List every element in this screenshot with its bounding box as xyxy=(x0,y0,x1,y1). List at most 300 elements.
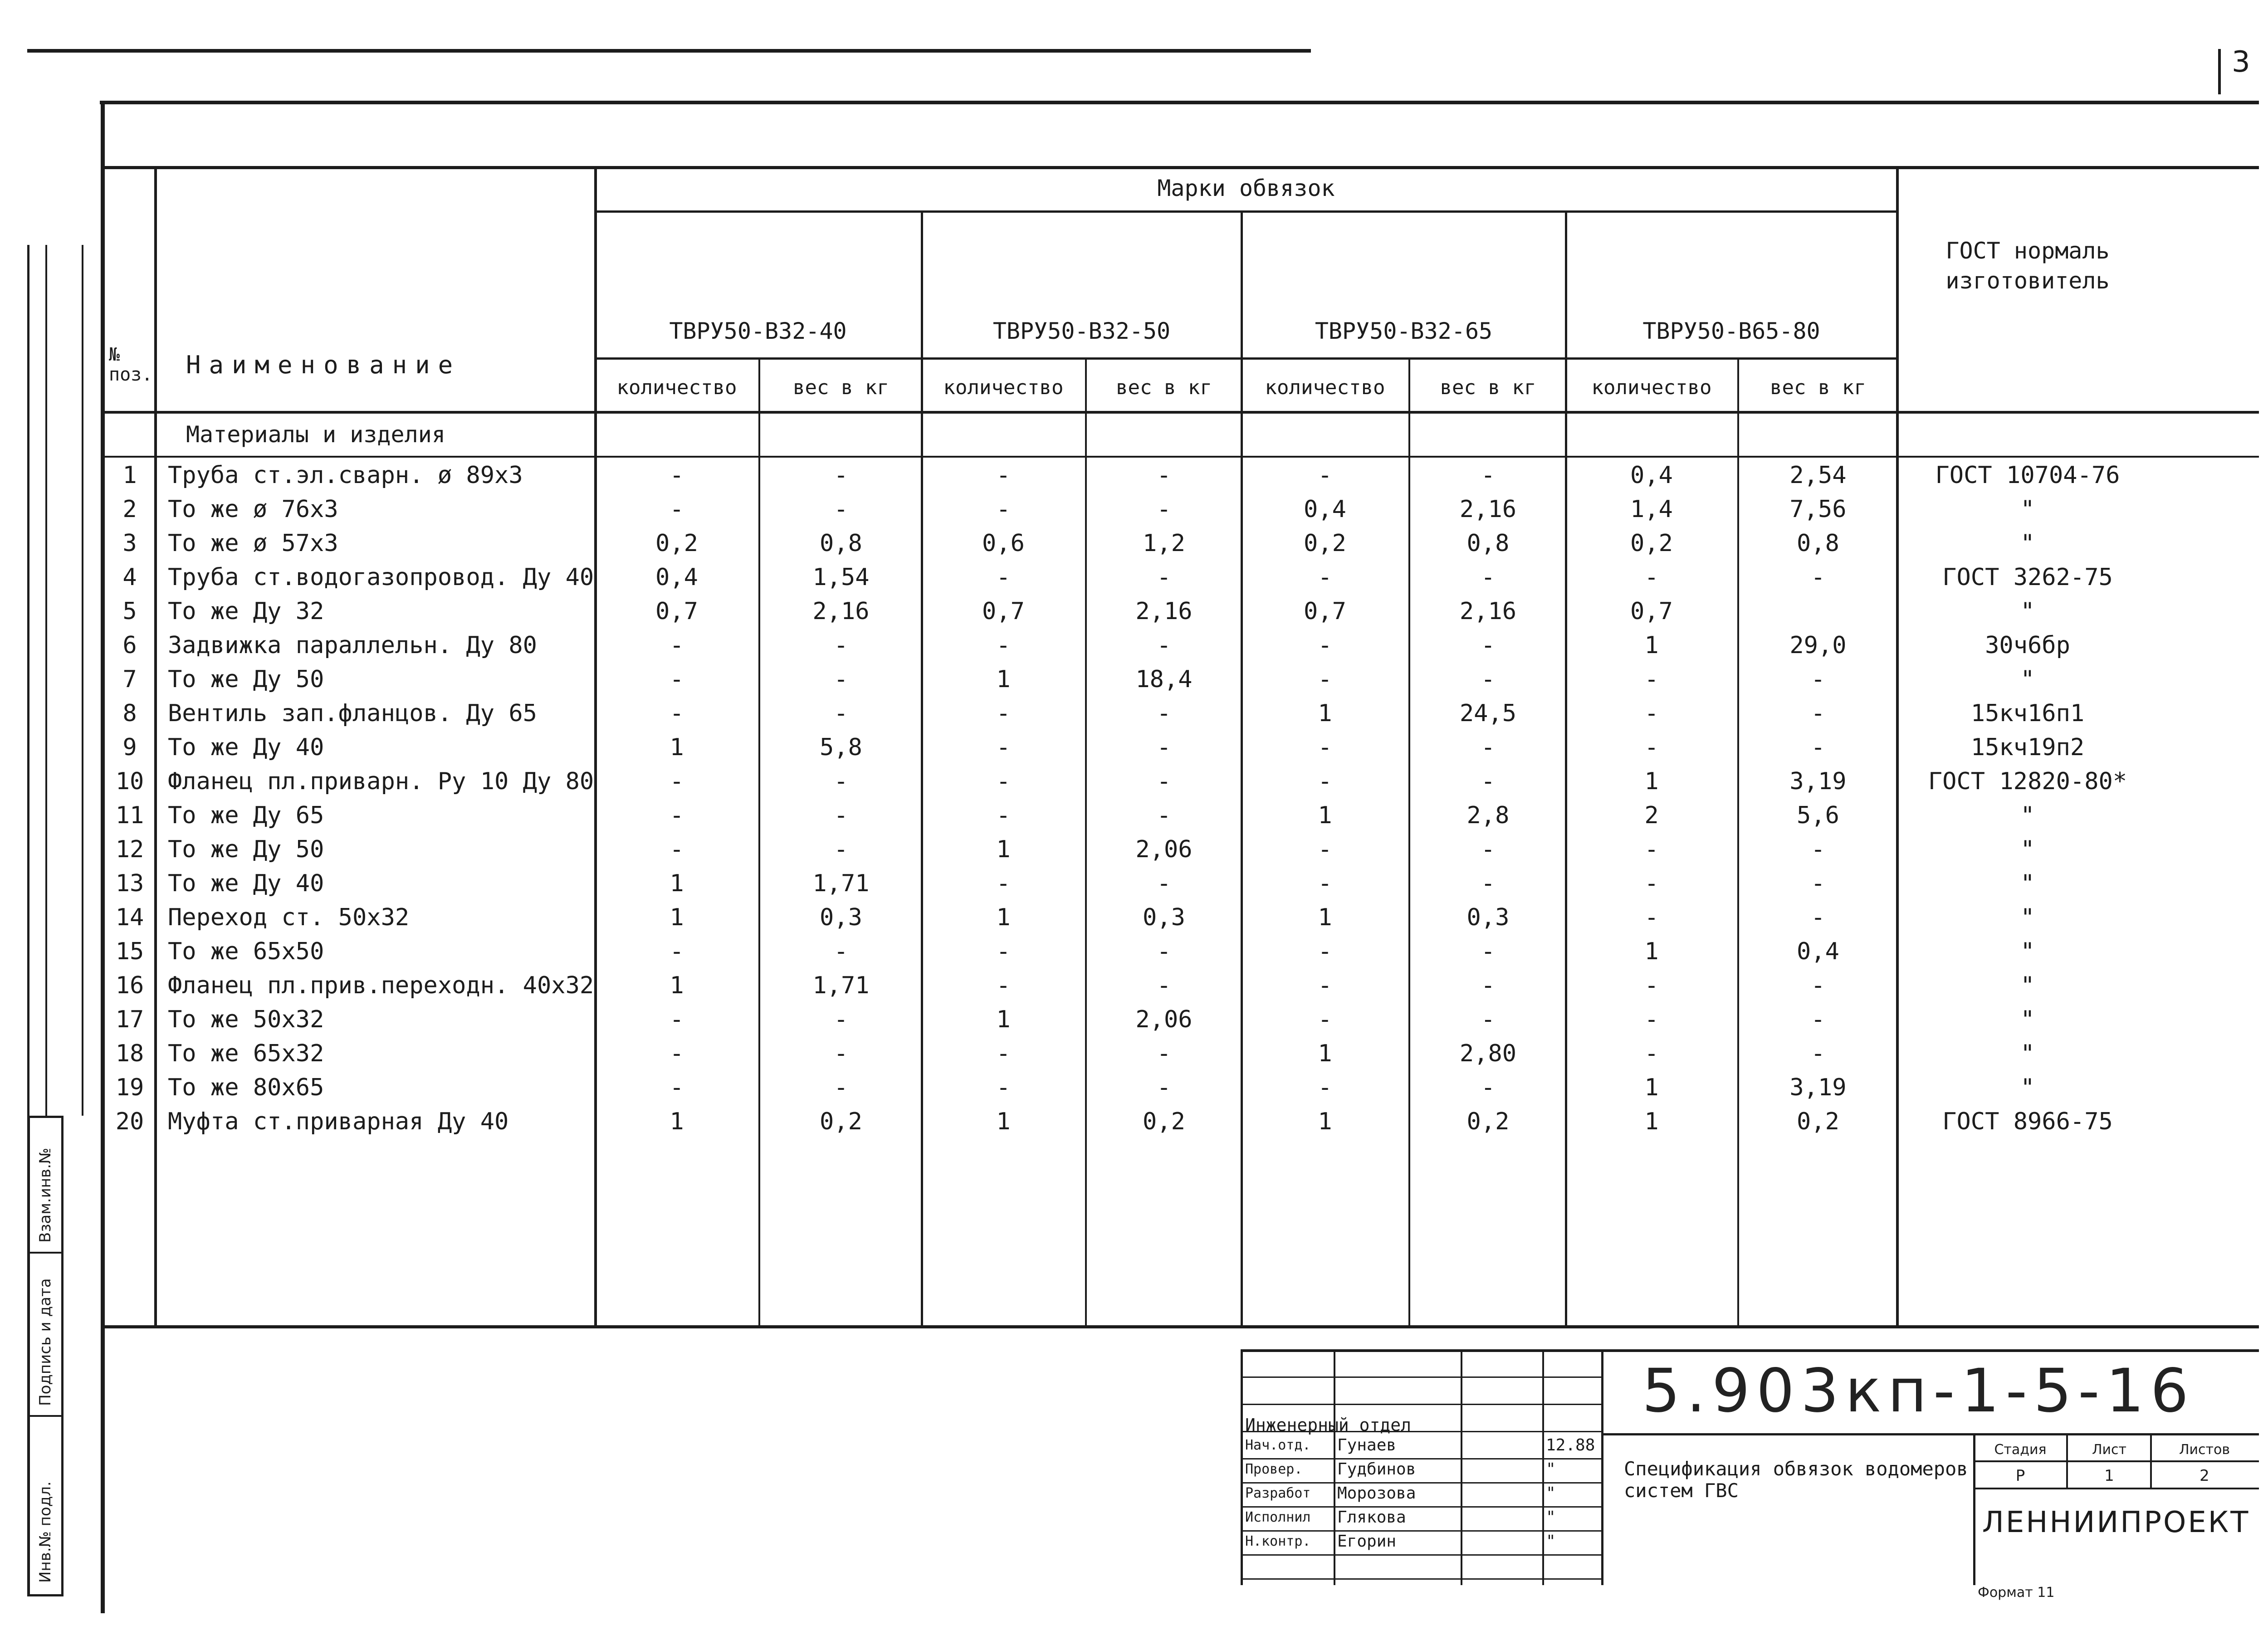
weight-cell: - xyxy=(1157,564,1171,591)
weight-cell: - xyxy=(834,802,848,829)
stage-value: Р xyxy=(2015,1467,2025,1485)
row-pos: 11 xyxy=(115,802,144,829)
weight-cell: - xyxy=(1481,836,1496,863)
side-stamp-bottom xyxy=(27,1594,64,1596)
qty-cell: 2 xyxy=(1644,802,1659,829)
weight-cell: - xyxy=(1811,904,1825,931)
row-gost: " xyxy=(2020,836,2035,863)
section-bottom-line xyxy=(102,456,2259,458)
row-name: Фланец пл.приварн. Ру 10 Ду 80 xyxy=(168,768,594,795)
qty-cell: - xyxy=(670,768,684,795)
stamp-role: Провер. xyxy=(1245,1461,1303,1477)
weight-cell: - xyxy=(1481,1006,1496,1033)
weight-cell: - xyxy=(1811,1040,1825,1067)
inv-original-label: Инв.№ подл. xyxy=(36,1481,54,1583)
weight-cell: 24,5 xyxy=(1459,700,1517,727)
row-name: Вентиль зап.фланцов. Ду 65 xyxy=(168,700,537,727)
header-bottom-line xyxy=(102,411,2259,414)
qty-cell: 1 xyxy=(1644,1108,1659,1135)
weight-cell: - xyxy=(834,938,848,965)
row-name: То же Ду 32 xyxy=(168,598,324,625)
weight-cell: - xyxy=(1481,870,1496,897)
stamp-role: Разработ xyxy=(1245,1485,1311,1501)
weight-cell: 2,54 xyxy=(1789,462,1847,489)
weight-header-3: вес в кг xyxy=(1440,376,1536,399)
weight-cell: - xyxy=(1811,666,1825,693)
qty-cell: - xyxy=(1318,564,1332,591)
mark-name-4: ТВРУ50-В65-80 xyxy=(1642,318,1820,344)
qty-cell: 1,4 xyxy=(1630,496,1673,523)
qty-cell: - xyxy=(996,938,1011,965)
qty-cell: - xyxy=(670,1006,684,1033)
qty-cell: - xyxy=(1644,1006,1659,1033)
qty-cell: 1 xyxy=(996,1006,1011,1033)
page-number-tick xyxy=(2218,49,2221,94)
frame-top-border xyxy=(100,101,2259,104)
weight-cell: 0,8 xyxy=(820,530,862,557)
stage-label: Стадия xyxy=(1994,1442,2047,1458)
weight-cell: - xyxy=(834,700,848,727)
row-pos: 4 xyxy=(122,564,137,591)
stamp-name-div xyxy=(1461,1349,1462,1585)
row-gost: " xyxy=(2020,496,2035,523)
stamp-left-line xyxy=(1241,1349,1243,1585)
row-pos: 16 xyxy=(115,972,144,999)
qty-cell: 1 xyxy=(1644,1074,1659,1101)
paper-format: Формат 11 xyxy=(1978,1585,2055,1601)
qty-cell: 1 xyxy=(1644,768,1659,795)
qty-cell: - xyxy=(1644,836,1659,863)
weight-cell: 0,3 xyxy=(1466,904,1510,931)
qty-cell: 1 xyxy=(670,870,684,897)
row-gost: ГОСТ 8966-75 xyxy=(1942,1108,2113,1135)
weight-cell: - xyxy=(1157,734,1171,761)
row-gost: ГОСТ 10704-76 xyxy=(1935,462,2120,489)
qty-cell: - xyxy=(996,734,1011,761)
row-name: То же 65х50 xyxy=(168,938,324,965)
row-gost: " xyxy=(2020,802,2035,829)
stamp-role: Исполнил xyxy=(1245,1509,1311,1525)
weight-cell: - xyxy=(1481,1074,1496,1101)
qty-cell: 0,2 xyxy=(1630,530,1673,557)
weight-cell: - xyxy=(1811,1006,1825,1033)
qty-cell: 0,2 xyxy=(655,530,698,557)
row-pos: 8 xyxy=(122,700,137,727)
weight-cell: 0,8 xyxy=(1466,530,1510,557)
row-name: То же ø 76х3 xyxy=(168,496,338,523)
stamp-date: " xyxy=(1546,1484,1556,1503)
qty-cell: 1 xyxy=(670,1108,684,1135)
qty-cell: - xyxy=(996,870,1011,897)
row-pos: 15 xyxy=(115,938,144,965)
stamp-role: Н.контр. xyxy=(1245,1533,1311,1549)
stamp-date: " xyxy=(1546,1508,1556,1527)
qty-cell: - xyxy=(996,1040,1011,1067)
weight-cell: 0,2 xyxy=(1466,1108,1510,1135)
qty-cell: 1 xyxy=(996,904,1011,931)
table-top-line xyxy=(102,166,2259,169)
qty-cell: 1 xyxy=(1318,802,1332,829)
weight-cell: 5,8 xyxy=(820,734,862,761)
side-stamp-top xyxy=(27,1116,64,1118)
weight-cell: - xyxy=(1481,938,1496,965)
stamp-date: " xyxy=(1546,1532,1556,1551)
qty-cell: - xyxy=(996,564,1011,591)
weight-cell: - xyxy=(1157,462,1171,489)
stamp-sign-div xyxy=(1542,1349,1544,1585)
weight-cell: - xyxy=(834,768,848,795)
qty-cell: - xyxy=(1318,1006,1332,1033)
weight-cell: - xyxy=(1157,870,1171,897)
qty-header-1: количество xyxy=(616,376,737,399)
weight-cell: 7,56 xyxy=(1789,496,1847,523)
row-gost: ГОСТ 3262-75 xyxy=(1942,564,2113,591)
sheets-label: Листов xyxy=(2179,1442,2230,1458)
row-gost: ГОСТ 12820-80* xyxy=(1928,768,2127,795)
weight-cell: 0,2 xyxy=(820,1108,862,1135)
weight-cell: - xyxy=(1481,462,1496,489)
weight-cell: - xyxy=(1157,496,1171,523)
side-margin-line xyxy=(82,245,83,1116)
stamp-row-line xyxy=(1242,1554,1603,1556)
weight-cell: 2,06 xyxy=(1135,836,1193,863)
qty-cell: - xyxy=(996,462,1011,489)
weight-cell: 5,6 xyxy=(1797,802,1839,829)
qty-cell: - xyxy=(1318,632,1332,659)
row-gost: " xyxy=(2020,1074,2035,1101)
weight-cell: - xyxy=(1157,938,1171,965)
row-name: То же Ду 50 xyxy=(168,836,324,863)
stamp-date: 12.88 xyxy=(1546,1436,1595,1454)
qty-cell: 0,4 xyxy=(655,564,698,591)
row-name: То же 80х65 xyxy=(168,1074,324,1101)
qty-cell: 1 xyxy=(1318,904,1332,931)
row-pos: 12 xyxy=(115,836,144,863)
qty-cell: - xyxy=(670,1074,684,1101)
pos-header: № поз. xyxy=(109,344,153,385)
qty-cell: - xyxy=(1318,870,1332,897)
mark-name-2: ТВРУ50-В32-50 xyxy=(992,318,1171,344)
stamp-person: Глякова xyxy=(1337,1508,1406,1527)
mark-name-3: ТВРУ50-В32-65 xyxy=(1315,318,1493,344)
row-pos: 18 xyxy=(115,1040,144,1067)
row-name: Фланец пл.прив.переходн. 40х32 xyxy=(168,972,594,999)
weight-cell: - xyxy=(1811,870,1825,897)
qty-cell: 1 xyxy=(996,666,1011,693)
row-gost: " xyxy=(2020,972,2035,999)
qty-cell: 1 xyxy=(1644,632,1659,659)
weight-cell: - xyxy=(1811,836,1825,863)
qty-cell: - xyxy=(1644,1040,1659,1067)
replace-inv-label: Взам.инв.№ xyxy=(36,1147,54,1243)
stamp-stage-line1 xyxy=(1973,1460,2259,1462)
weight-cell: - xyxy=(834,1040,848,1067)
qty-cell: - xyxy=(670,802,684,829)
row-pos: 19 xyxy=(115,1074,144,1101)
qty-header-2: количество xyxy=(943,376,1064,399)
qty-cell: - xyxy=(670,1040,684,1067)
row-gost: 15кч19п2 xyxy=(1970,734,2085,761)
section-title: Материалы и изделия xyxy=(186,421,445,448)
stamp-stage-div1 xyxy=(2066,1433,2068,1489)
weight-cell: - xyxy=(1811,700,1825,727)
marks-name-line xyxy=(595,357,1897,360)
mark-name-1: ТВРУ50-В32-40 xyxy=(669,318,847,344)
qty-cell: - xyxy=(670,496,684,523)
weight-cell: - xyxy=(1811,734,1825,761)
row-pos: 13 xyxy=(115,870,144,897)
qty-cell: 1 xyxy=(1318,1040,1332,1067)
stamp-role-div xyxy=(1334,1349,1335,1585)
qty-cell: 1 xyxy=(1644,938,1659,965)
side-stamp-div1 xyxy=(27,1252,64,1254)
qty-cell: - xyxy=(1318,836,1332,863)
stamp-role: Нач.отд. xyxy=(1245,1437,1311,1453)
marks-title-line xyxy=(595,210,1897,213)
stamp-person: Морозова xyxy=(1337,1484,1416,1503)
row-pos: 14 xyxy=(115,904,144,931)
row-pos: 20 xyxy=(115,1108,144,1135)
qty-cell: 0,4 xyxy=(1630,462,1673,489)
stamp-row-line xyxy=(1242,1376,1603,1378)
row-name: То же ø 57х3 xyxy=(168,530,338,557)
qty-cell: - xyxy=(670,938,684,965)
row-gost: 30ч6бр xyxy=(1985,632,2070,659)
qty-cell: - xyxy=(996,802,1011,829)
weight-cell: 0,2 xyxy=(1143,1108,1185,1135)
row-gost: " xyxy=(2020,870,2035,897)
qty-cell: - xyxy=(1318,734,1332,761)
qty-cell: 0,6 xyxy=(982,530,1025,557)
weight-cell: - xyxy=(834,666,848,693)
weight-cell: - xyxy=(1811,564,1825,591)
weight-cell: 3,19 xyxy=(1789,768,1847,795)
frame-left-border xyxy=(101,101,105,1613)
doc-code: 5.903кп-1-5-16 xyxy=(1642,1356,2195,1426)
row-pos: 1 xyxy=(122,462,137,489)
qty-cell: - xyxy=(1318,666,1332,693)
row-pos: 2 xyxy=(122,496,137,523)
weight-cell: - xyxy=(1157,802,1171,829)
row-name: То же 50х32 xyxy=(168,1006,324,1033)
side-margin-line xyxy=(45,245,47,1116)
weight-cell: 1,71 xyxy=(812,972,870,999)
qty-cell: - xyxy=(996,632,1011,659)
row-pos: 6 xyxy=(122,632,137,659)
row-pos: 10 xyxy=(115,768,144,795)
weight-cell: - xyxy=(1157,632,1171,659)
marks-title: Марки обвязок xyxy=(1157,175,1335,201)
row-name: То же Ду 40 xyxy=(168,734,324,761)
qty-cell: 1 xyxy=(670,904,684,931)
weight-header-4: вес в кг xyxy=(1770,376,1866,399)
qty-cell: - xyxy=(996,496,1011,523)
weight-cell: - xyxy=(1481,972,1496,999)
weight-cell: 2,16 xyxy=(1135,598,1193,625)
qty-cell: 0,7 xyxy=(1304,598,1346,625)
qty-cell: 1 xyxy=(996,836,1011,863)
row-gost: " xyxy=(2020,1006,2035,1033)
row-gost: " xyxy=(2020,598,2035,625)
weight-cell: 2,16 xyxy=(812,598,870,625)
weight-cell: 1,71 xyxy=(812,870,870,897)
side-stamp-right xyxy=(61,1116,64,1596)
stamp-top-line xyxy=(1241,1349,2259,1352)
row-name: Переход ст. 50х32 xyxy=(168,904,410,931)
qty-cell: 1 xyxy=(670,972,684,999)
qty-cell: 0,7 xyxy=(1630,598,1673,625)
stamp-code-line xyxy=(1601,1433,2259,1435)
side-margin-line xyxy=(27,245,29,1116)
organization-name: ЛЕННИИПРОЕКТ xyxy=(1982,1506,2250,1539)
stamp-stage-div2 xyxy=(2150,1433,2152,1489)
qty-cell: 0,7 xyxy=(655,598,698,625)
weight-cell: 0,4 xyxy=(1797,938,1839,965)
row-name: Труба ст.эл.сварн. ø 89х3 xyxy=(168,462,523,489)
qty-cell: - xyxy=(1318,462,1332,489)
name-header: Наименование xyxy=(186,351,461,379)
row-pos: 5 xyxy=(122,598,137,625)
qty-cell: 0,4 xyxy=(1304,496,1346,523)
weight-cell: - xyxy=(834,1006,848,1033)
row-gost: 15кч16п1 xyxy=(1970,700,2085,727)
weight-cell: 1,2 xyxy=(1143,530,1185,557)
weight-cell: - xyxy=(1157,768,1171,795)
gost-header: ГОСТ нормаль изготовитель xyxy=(1945,238,2110,294)
row-pos: 17 xyxy=(115,1006,144,1033)
weight-cell: 2,16 xyxy=(1459,598,1517,625)
stamp-stage-line2 xyxy=(1973,1488,2259,1489)
weight-cell: 0,3 xyxy=(1143,904,1185,931)
weight-cell: 1,54 xyxy=(812,564,870,591)
qty-cell: - xyxy=(996,700,1011,727)
weight-cell: - xyxy=(1157,700,1171,727)
stamp-row-line xyxy=(1242,1578,1603,1580)
qty-cell: - xyxy=(1644,700,1659,727)
row-pos: 3 xyxy=(122,530,137,557)
weight-cell: - xyxy=(834,1074,848,1101)
qty-cell: 1 xyxy=(1318,700,1332,727)
qty-cell: 1 xyxy=(1318,1108,1332,1135)
stamp-title: Спецификация обвязок водомеров систем ГВС xyxy=(1624,1458,1968,1502)
sheet-label: Лист xyxy=(2092,1442,2127,1458)
stamp-row-line xyxy=(1242,1404,1603,1405)
qty-cell: - xyxy=(670,462,684,489)
weight-cell: 2,80 xyxy=(1459,1040,1517,1067)
weight-cell: - xyxy=(834,462,848,489)
qty-cell: - xyxy=(670,632,684,659)
weight-header-2: вес в кг xyxy=(1116,376,1212,399)
weight-cell: 2,16 xyxy=(1459,496,1517,523)
row-name: Муфта ст.приварная Ду 40 xyxy=(168,1108,509,1135)
weight-cell: - xyxy=(834,836,848,863)
weight-cell: - xyxy=(1481,632,1496,659)
qty-cell: - xyxy=(1318,938,1332,965)
qty-header-4: количество xyxy=(1591,376,1712,399)
row-name: То же Ду 65 xyxy=(168,802,324,829)
row-name: То же 65х32 xyxy=(168,1040,324,1067)
qty-cell: - xyxy=(1318,972,1332,999)
qty-cell: - xyxy=(1644,972,1659,999)
weight-cell: 3,19 xyxy=(1789,1074,1847,1101)
qty-cell: - xyxy=(1644,904,1659,931)
side-stamp-left xyxy=(27,1116,30,1596)
qty-cell: - xyxy=(1318,1074,1332,1101)
row-gost: " xyxy=(2020,666,2035,693)
weight-cell: - xyxy=(834,496,848,523)
qty-cell: - xyxy=(1644,564,1659,591)
qty-cell: - xyxy=(1644,734,1659,761)
stamp-dept: Инженерный отдел xyxy=(1245,1415,1412,1435)
weight-cell: 0,8 xyxy=(1797,530,1839,557)
stamp-mid-line xyxy=(1601,1349,1603,1585)
qty-cell: - xyxy=(670,700,684,727)
weight-cell: - xyxy=(1157,972,1171,999)
weight-cell: - xyxy=(1481,666,1496,693)
row-name: То же Ду 50 xyxy=(168,666,324,693)
qty-cell: - xyxy=(1318,768,1332,795)
stamp-person: Гудбинов xyxy=(1337,1460,1416,1479)
table-bottom-line xyxy=(102,1325,2259,1328)
qty-cell: - xyxy=(1644,666,1659,693)
row-name: Труба ст.водогазопровод. Ду 40 xyxy=(168,564,594,591)
weight-cell: - xyxy=(1481,564,1496,591)
col-divider-pos xyxy=(154,166,157,1327)
row-gost: " xyxy=(2020,904,2035,931)
qty-cell: - xyxy=(670,836,684,863)
qty-cell: 0,7 xyxy=(982,598,1025,625)
qty-cell: - xyxy=(996,1074,1011,1101)
qty-cell: 1 xyxy=(996,1108,1011,1135)
qty-cell: 1 xyxy=(670,734,684,761)
weight-cell: 2,8 xyxy=(1466,802,1510,829)
qty-cell: - xyxy=(996,768,1011,795)
row-name: Задвижка параллельн. Ду 80 xyxy=(168,632,537,659)
sign-date-label: Подпись и дата xyxy=(36,1278,54,1406)
qty-cell: - xyxy=(1644,870,1659,897)
row-name: То же Ду 40 xyxy=(168,870,324,897)
qty-cell: - xyxy=(996,972,1011,999)
top-edge-line xyxy=(27,49,1311,53)
weight-cell: - xyxy=(1481,768,1496,795)
stamp-person: Егорин xyxy=(1337,1532,1397,1551)
row-gost: " xyxy=(2020,1040,2035,1067)
side-stamp-div2 xyxy=(27,1415,64,1417)
page-number: 3 xyxy=(2232,45,2250,79)
weight-header-1: вес в кг xyxy=(793,376,889,399)
row-gost: " xyxy=(2020,938,2035,965)
sheet-value: 1 xyxy=(2104,1467,2114,1485)
weight-cell: - xyxy=(1811,972,1825,999)
weight-cell: 2,06 xyxy=(1135,1006,1193,1033)
row-gost: " xyxy=(2020,530,2035,557)
weight-cell: - xyxy=(1481,734,1496,761)
sheets-value: 2 xyxy=(2200,1467,2209,1485)
stamp-date: " xyxy=(1546,1460,1556,1479)
qty-header-3: количество xyxy=(1265,376,1385,399)
weight-cell: 0,3 xyxy=(820,904,862,931)
qty-cell: - xyxy=(670,666,684,693)
weight-cell: 29,0 xyxy=(1789,632,1847,659)
weight-cell: 0,2 xyxy=(1797,1108,1839,1135)
qty-cell: 0,2 xyxy=(1304,530,1346,557)
stamp-person: Гунаев xyxy=(1337,1436,1397,1454)
row-pos: 7 xyxy=(122,666,137,693)
weight-cell: - xyxy=(1157,1074,1171,1101)
weight-cell: - xyxy=(834,632,848,659)
weight-cell: 18,4 xyxy=(1135,666,1193,693)
row-pos: 9 xyxy=(122,734,137,761)
